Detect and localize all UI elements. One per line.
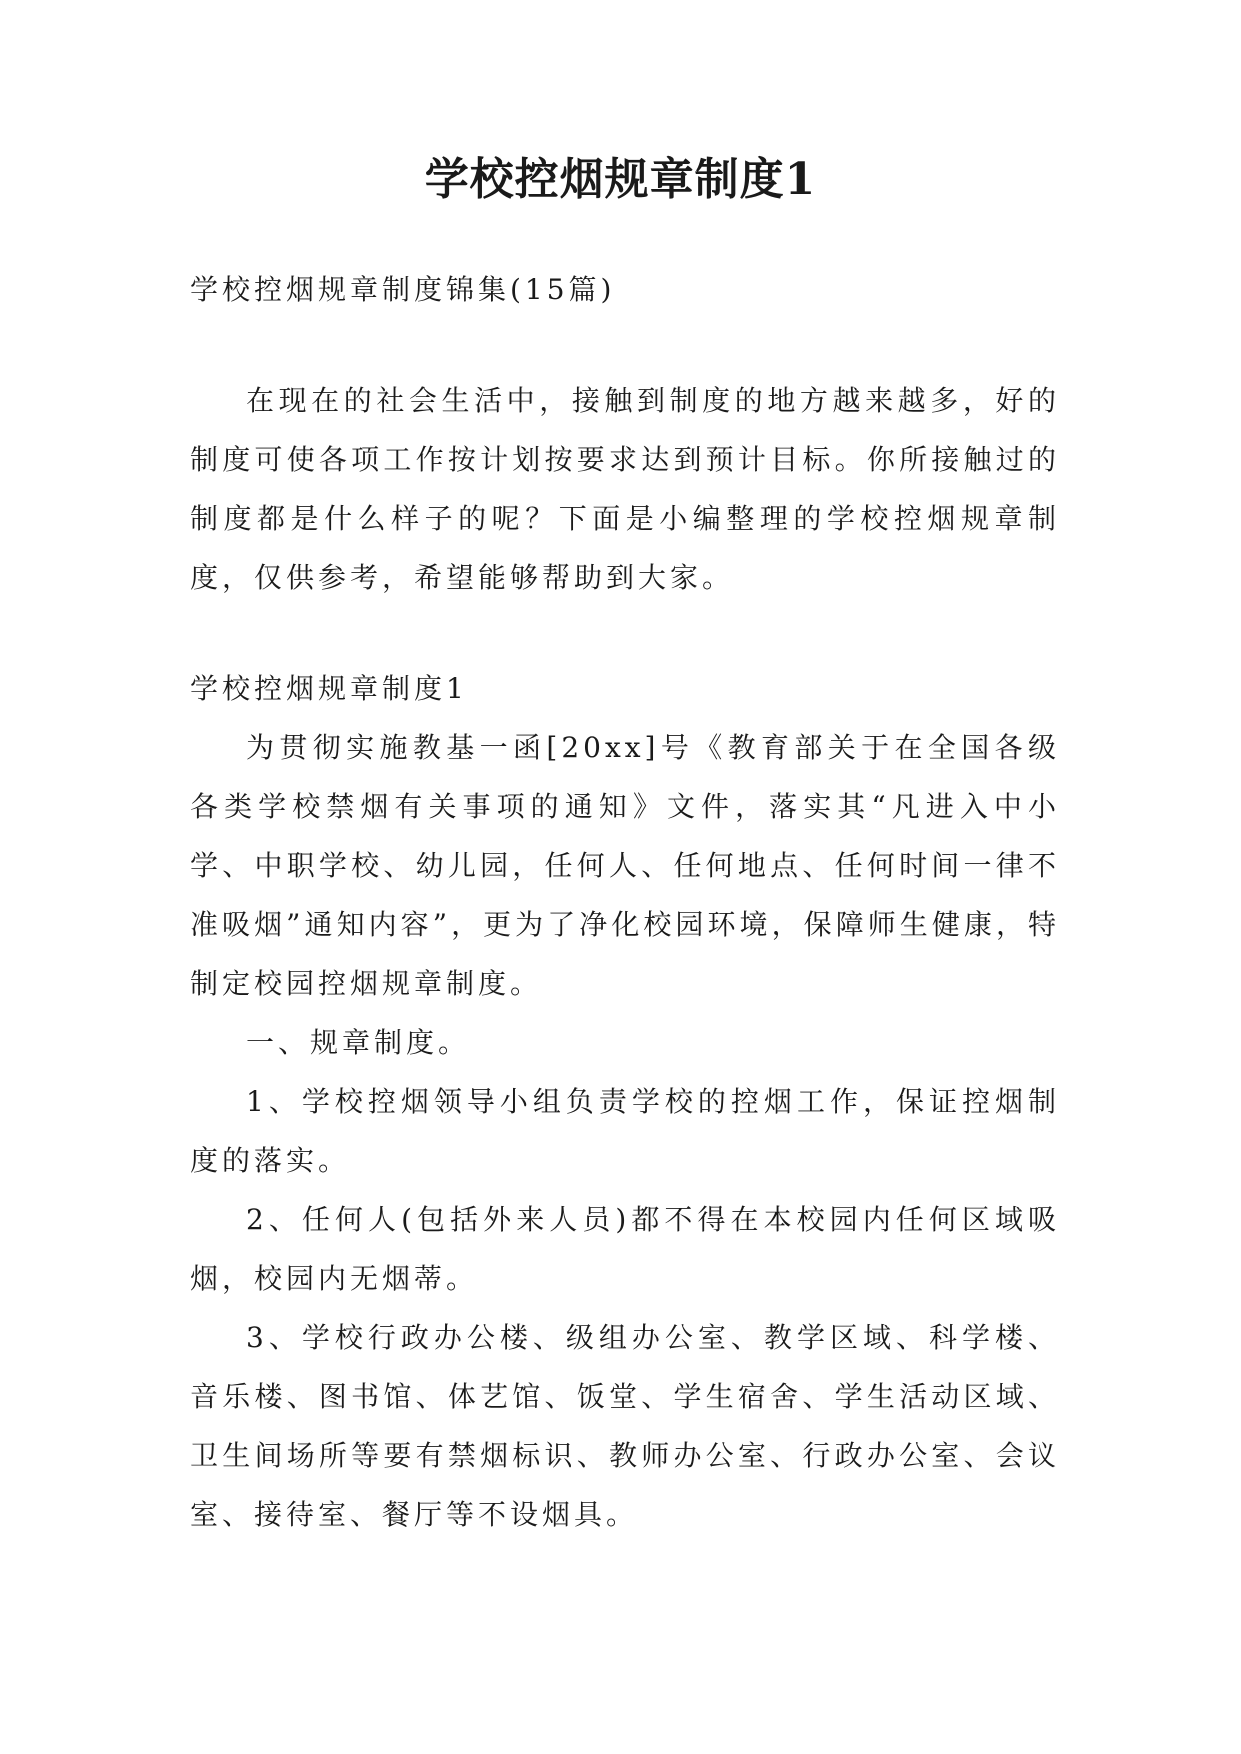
rule-item: 3、学校行政办公楼、级组办公室、教学区域、科学楼、音乐楼、图书馆、体艺馆、饭堂、学生宿舍、学生活动区域、卫生间场所等要有禁烟标识、教师办公室、行政办公室、会议室、接待室、餐厅等不设烟具。 — [190, 1321, 1060, 1531]
document-subtitle: 学校控烟规章制度锦集(15篇) — [190, 273, 616, 306]
rule-item: 1、学校控烟领导小组负责学校的控烟工作，保证控烟制度的落实。 — [190, 1085, 1060, 1177]
document-body — [190, 260, 1060, 1544]
body-paragraph: 为贯彻实施教基一函[20xx]号《教育部关于在全国各级各类学校禁烟有关事项的通知》文件，落实其“凡进入中小学、中职学校、幼儿园，任何人、任何地点、任何时间一律不准吸烟”通知内容”，更为了净化校园环境，保障师生健康，特制定校园控烟规章制度。 — [190, 731, 1060, 1000]
section-heading: 学校控烟规章制度1 — [190, 672, 468, 705]
intro-paragraph: 在现在的社会生活中，接触到制度的地方越来越多，好的制度可使各项工作按计划按要求达到预计目标。你所接触过的制度都是什么样子的呢？下面是小编整理的学校控烟规章制度，仅供参考，希望能够帮助到大家。 — [190, 384, 1060, 594]
rule-item: 2、任何人(包括外来人员)都不得在本校园内任何区域吸烟，校园内无烟蒂。 — [190, 1203, 1060, 1295]
document-title: 学校控烟规章制度1 — [424, 154, 817, 205]
rules-heading: 一、规章制度。 — [246, 1026, 471, 1059]
